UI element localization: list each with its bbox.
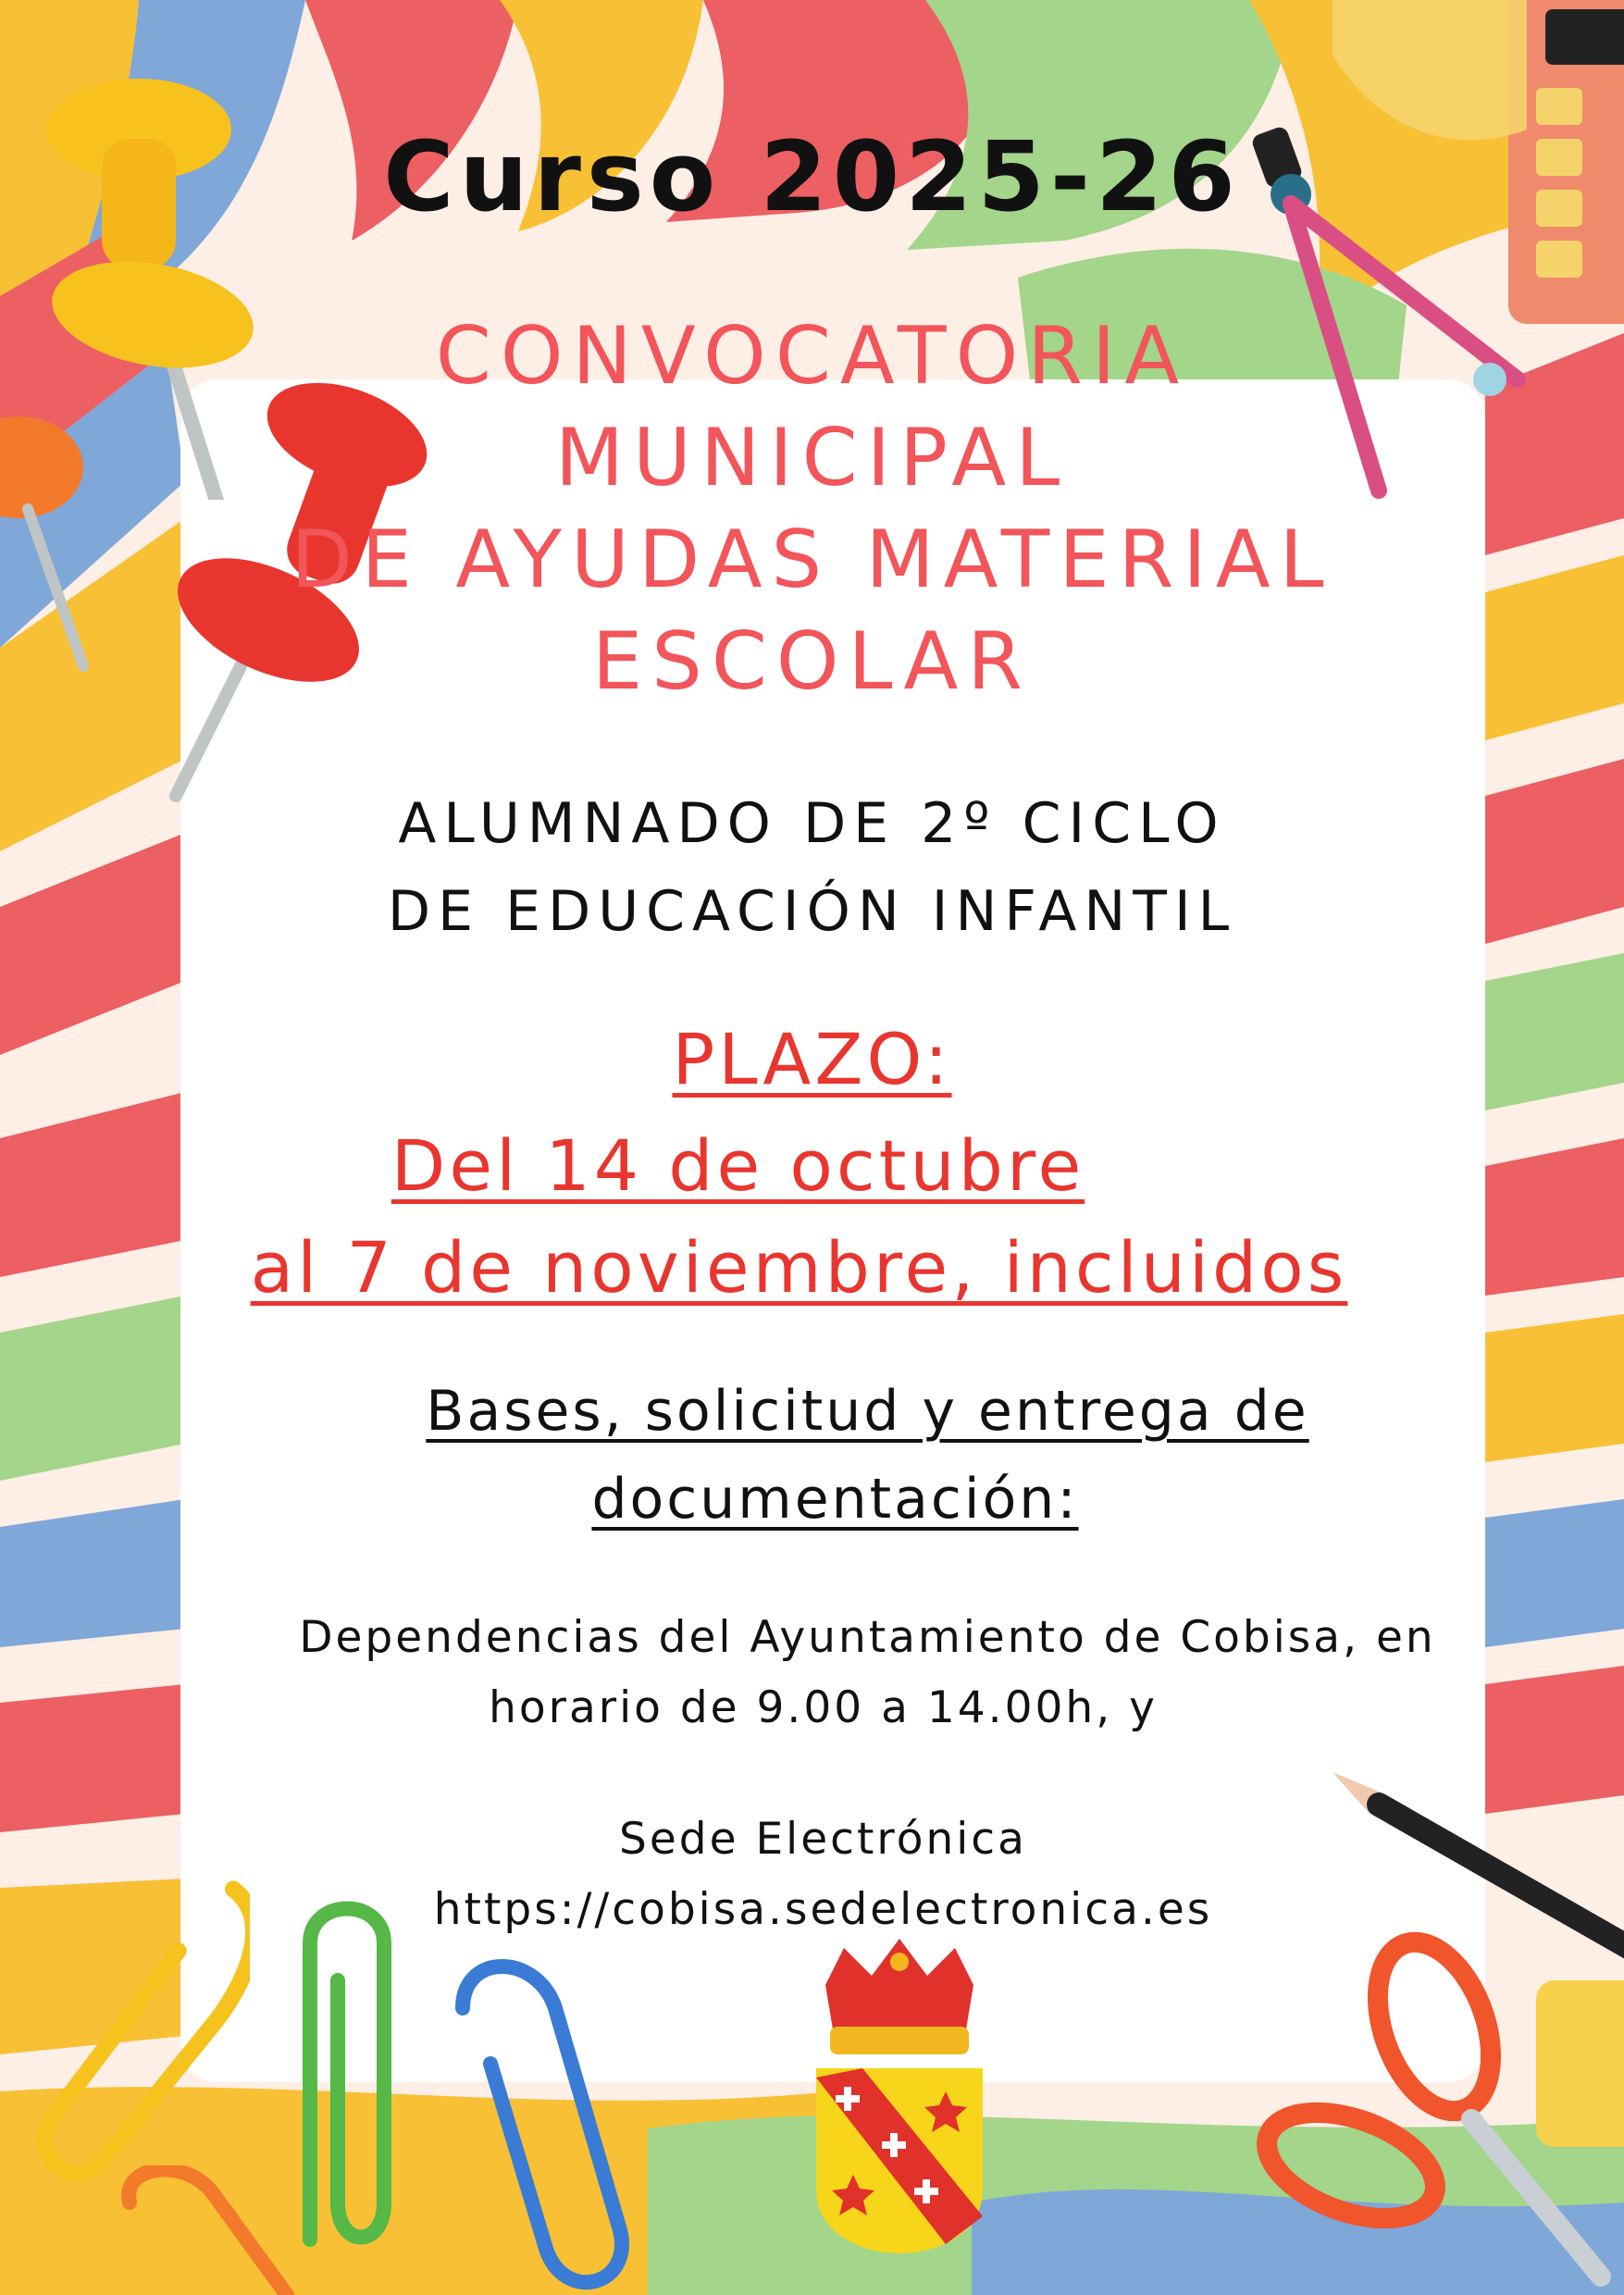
paper-clip-icon [111, 2165, 296, 2295]
title-line-4: ESCOLAR [591, 615, 1033, 708]
online-url[interactable]: https://cobisa.sedelectronica.es [433, 1884, 1213, 1935]
title-line-3: DE AYUDAS MATERIAL [291, 514, 1333, 606]
title-line-2: MUNICIPAL [554, 412, 1070, 504]
course-year: Curso 2025-26 [383, 120, 1241, 233]
submission-heading-2: documentación: [591, 1467, 1079, 1532]
coat-of-arms-icon [807, 1939, 992, 2253]
title-line-1: CONVOCATORIA [435, 310, 1189, 403]
deadline-start: Del 14 de octubre [391, 1124, 1085, 1207]
office-location: Dependencias del Ayuntamiento de Cobisa, en [299, 1612, 1436, 1663]
paper-clip-icon [435, 1953, 638, 2295]
scissors-icon [1249, 1925, 1624, 2295]
audience-line-2: DE EDUCACIÓN INFANTIL [387, 879, 1237, 944]
audience-line-1: ALUMNADO DE 2º CICLO [398, 791, 1226, 856]
submission-heading-1: Bases, solicitud y entrega de [426, 1379, 1309, 1444]
office-hours: horario de 9.00 a 14.00h, y [489, 1682, 1158, 1733]
deadline-label: PLAZO: [672, 1018, 952, 1100]
deadline-end: al 7 de noviembre, incluidos [250, 1226, 1348, 1309]
online-label: Sede Electrónica [619, 1814, 1027, 1865]
